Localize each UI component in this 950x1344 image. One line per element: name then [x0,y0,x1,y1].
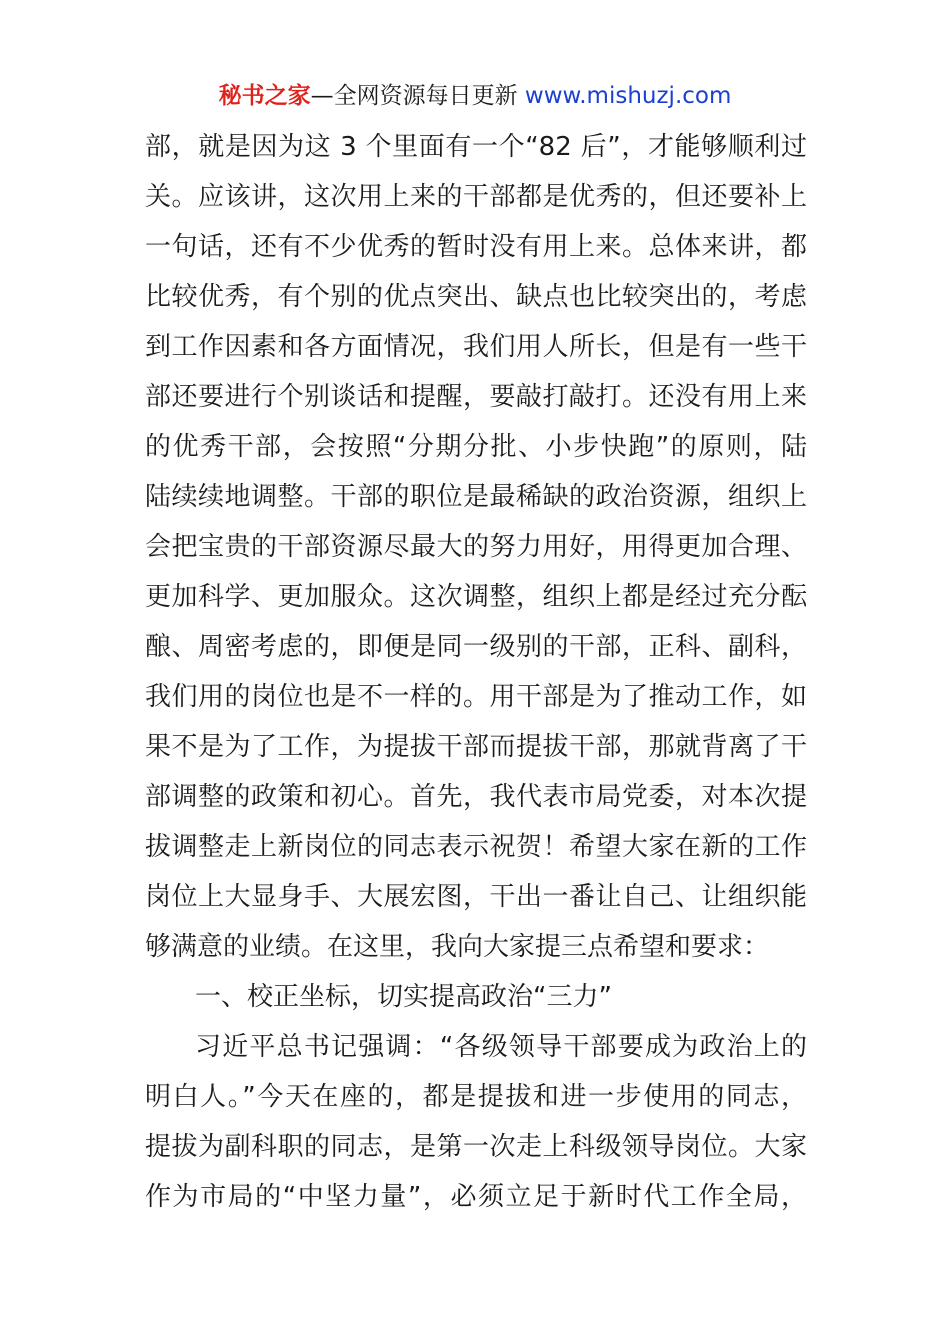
section-line: 作为市局的“中坚力量”，必须立足于新时代工作全局， [145,1182,807,1212]
body-line: 陆续续地调整。干部的职位是最稀缺的政治资源，组织上 [145,482,807,512]
body-line: 酿、周密考虑的，即便是同一级别的干部，正科、副科， [145,632,807,662]
body-line: 比较优秀，有个别的优点突出、缺点也比较突出的，考虑 [145,282,807,312]
body-line: 岗位上大显身手、大展宏图，干出一番让自己、让组织能 [145,882,807,912]
site-brand: 秘书之家 [218,83,311,109]
site-tagline: —全网资源每日更新 [310,83,518,109]
page-header [0,80,950,112]
body-line: 更加科学、更加服众。这次调整，组织上都是经过充分酝 [145,582,807,612]
section-line: 提拔为副科职的同志，是第一次走上科级领导岗位。大家 [145,1132,807,1162]
body-line: 部，就是因为这 3 个里面有一个“82 后”，才能够顺利过 [145,132,807,162]
section-line: 明白人。”今天在座的，都是提拔和进一步使用的同志， [145,1082,807,1112]
body-line: 部调整的政策和初心。首先，我代表市局党委，对本次提 [145,782,807,812]
body-line: 的优秀干部，会按照“分期分批、小步快跑”的原则，陆 [145,432,807,462]
body-line: 果不是为了工作，为提拔干部而提拔干部，那就背离了干 [145,732,807,762]
body-line: 关。应该讲，这次用上来的干部都是优秀的，但还要补上 [145,182,807,212]
section-line: 习近平总书记强调：“各级领导干部要成为政治上的 [195,1032,807,1062]
document-body [145,122,807,1222]
body-line: 会把宝贵的干部资源尽最大的努力用好，用得更加合理、 [145,532,807,562]
body-line: 到工作因素和各方面情况，我们用人所长，但是有一些干 [145,332,807,362]
body-line: 部还要进行个别谈话和提醒，要敲打敲打。还没有用上来 [145,382,807,412]
body-line: 一句话，还有不少优秀的暂时没有用上来。总体来讲，都 [145,232,807,262]
site-url-link[interactable]: www.mishuzj.com [524,83,732,109]
body-line: 拔调整走上新岗位的同志表示祝贺！希望大家在新的工作 [145,832,807,862]
body-line: 我们用的岗位也是不一样的。用干部是为了推动工作，如 [145,682,807,712]
body-line: 够满意的业绩。在这里，我向大家提三点希望和要求： [145,932,770,962]
section-heading: 一、校正坐标，切实提高政治“三力” [195,982,612,1012]
